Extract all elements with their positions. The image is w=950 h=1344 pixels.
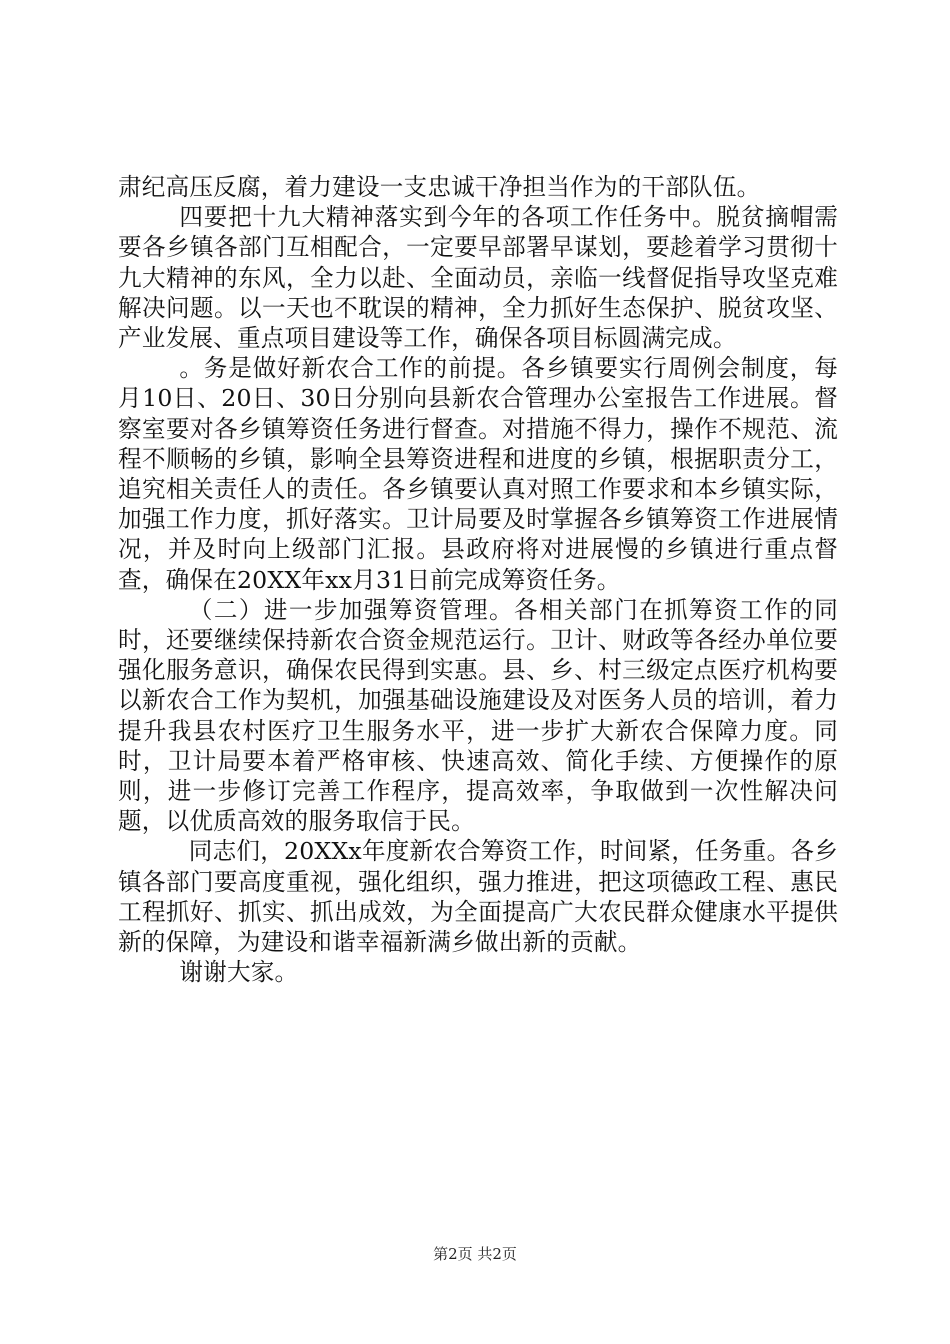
- paragraph-continuation: 肃纪高压反腐，着力建设一支忠诚干净担当作为的干部队伍。: [118, 173, 761, 201]
- paragraph-four: 四要把十九大精神落实到今年的各项工作任务中。脱贫摘帽需要各乡镇各部门互相配合，一定要早部署早谋划，要趁着学习贯彻十九大精神的东风，全力以赴、全面动员，亲临一线督促指导攻坚克难解决问题。以一天也不耽误的精神，全力抓好生态保护、脱贫攻坚、产业发展、重点项目建设等工作，确保各项目标圆满完成。: [118, 203, 838, 353]
- paragraph-section-two: （二）进一步加强筹资管理。各相关部门在抓筹资工作的同时，还要继续保持新农合资金规范运行。卫计、财政等各经办单位要强化服务意识，确保农民得到实惠。县、乡、村三级定点医疗机构要以新农合工作为契机，加强基础设施建设及对医务人员的培训，着力提升我县农村医疗卫生服务水平，进一步扩大新农合保障力度。同时，卫计局要本着严格审核、快速高效、简化手续、方便操作的原则，进一步修订完善工作程序，提高效率，争取做到一次性解决问题，以优质高效的服务取信于民。: [118, 595, 838, 836]
- document-body: [118, 172, 838, 987]
- page-footer: 第2页 共2页: [433, 1245, 517, 1263]
- paragraph-closing: 同志们，20XXx年度新农合筹资工作，时间紧，任务重。各乡镇各部门要高度重视，强化组织，强力推进，把这项德政工程、惠民工程抓好、抓实、抓出成效，为全面提高广大农民群众健康水平提供新的保障，为建设和谐幸福新满乡做出新的贡献。: [118, 837, 838, 957]
- paragraph-collection-duty: 。务是做好新农合工作的前提。各乡镇要实行周例会制度，每月10日、20日、30日分别向县新农合管理办公室报告工作进展。督察室要对各乡镇筹资任务进行督查。对措施不得力，操作不规范、流程不顺畅的乡镇，影响全县筹资进程和进度的乡镇，根据职责分工，追究相关责任人的责任。各乡镇要认真对照工作要求和本乡镇实际，加强工作力度，抓好落实。卫计局要及时掌握各乡镇筹资工作进展情况，并及时向上级部门汇报。县政府将对进展慢的乡镇进行重点督查，确保在20XX年xx月31日前完成筹资任务。: [118, 354, 838, 594]
- paragraph-thanks: 谢谢大家。: [179, 958, 299, 987]
